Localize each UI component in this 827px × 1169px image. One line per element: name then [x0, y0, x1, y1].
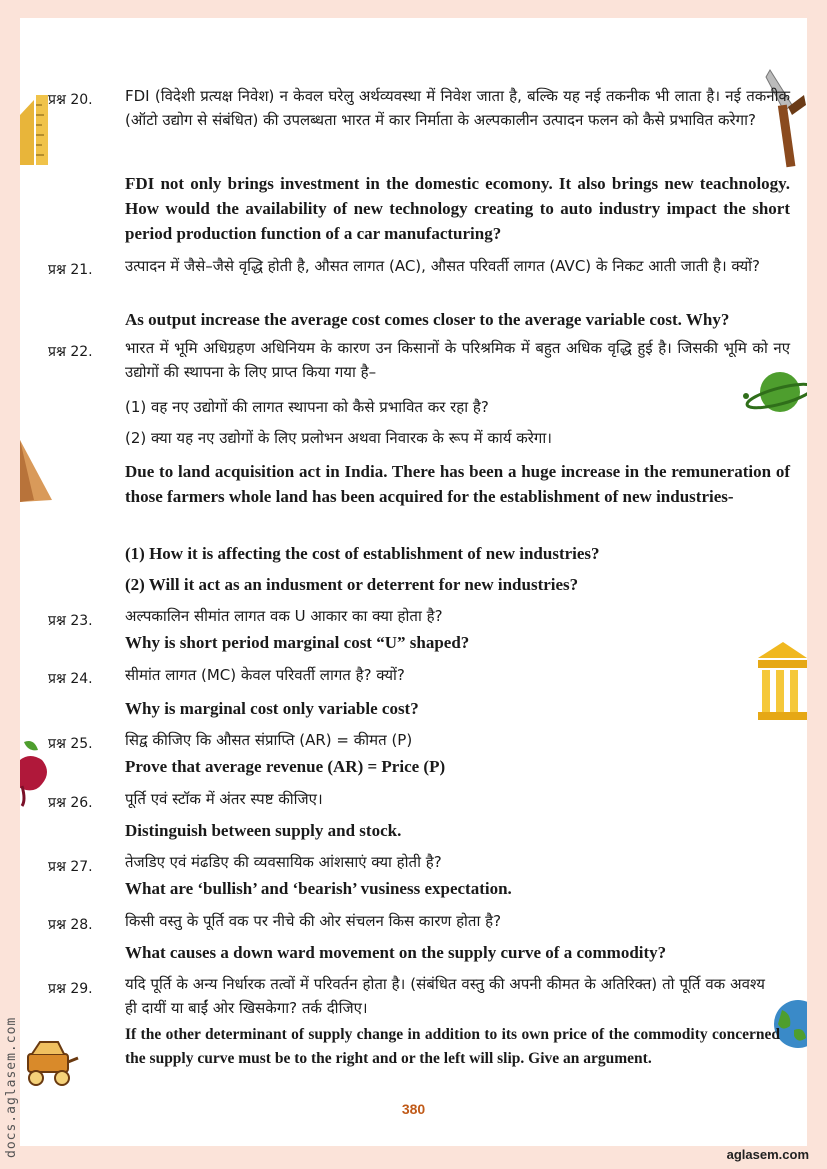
question-english-text: As output increase the average cost comes closer to the average variable cost. Why?	[125, 310, 730, 329]
question-english-text: Why is marginal cost only variable cost?	[125, 699, 419, 718]
question-number: प्रश्न 20.	[48, 92, 93, 108]
question-hindi-subpart: (1) वह नए उद्योगों की लागत स्थापना को कैसे प्रभावित कर रहा है?	[125, 398, 489, 416]
cone-decoration	[20, 440, 55, 505]
question-english-text: What are ‘bullish’ and ‘bearish’ vusiness expectation.	[125, 879, 512, 898]
question-english-text: Why is short period marginal cost “U” shaped?	[125, 633, 470, 652]
side-watermark: docs.aglasem.com	[4, 1016, 19, 1158]
question-number: प्रश्न 29.	[48, 981, 93, 997]
question-english-text: Prove that average revenue (AR) = Price (P)	[125, 757, 446, 776]
question-english-text: FDI not only brings investment in the domestic ecomony. It also brings new teachnology. How would the availability of new technology creating to auto industry impact the short period production function of a car manufacturing?	[125, 174, 790, 243]
question-number: प्रश्न 26.	[48, 795, 93, 811]
question-number: प्रश्न 21.	[48, 262, 93, 278]
question-number: प्रश्न 25.	[48, 736, 93, 752]
question-english-subpart: (1) How it is affecting the cost of establishment of new industries?	[125, 544, 600, 563]
question-english-subpart: (2) Will it act as an indusment or deterrent for new industries?	[125, 575, 579, 594]
question-hindi-text: FDI (विदेशी प्रत्यक्ष निवेश) न केवल घरेलु अर्थव्यवस्था में निवेश जाता है, बल्कि यह नई तकनीक भी लाता है। नई तकनीक (ऑटो उद्योग से संबंधित) की उपलब्धता भारत में कार निर्माता के अल्पकालीन उत्पादन फलन को कैसे प्रभावित करेगा?	[125, 87, 790, 129]
question-english-text: Distinguish between supply and stock.	[125, 821, 402, 840]
question-hindi-text: भारत में भूमि अधिग्रहण अधिनियम के कारण उन किसानों के परिश्रमिक में बहुत अधिक वृद्धि हुई है। जिसकी भूमि को नए उद्योगों की स्थापना के लिए प्राप्त किया गया है–	[125, 339, 790, 381]
question-hindi-text: अल्पकालिन सीमांत लागत वक U आकार का क्या होता है?	[125, 607, 443, 625]
question-hindi-text: पूर्ति एवं स्टॉक में अंतर स्पष्ट कीजिए।	[125, 790, 323, 808]
question-number: प्रश्न 22.	[48, 344, 93, 360]
question-hindi-text: यदि पूर्ति के अन्य निर्धारक तत्वों में परिवर्तन होता है। (संबंधित वस्तु की अपनी कीमत के अतिरिक्त) तो पूर्ति वक अवश्य ही दायीं या बाईं ओर खिसकेगा? तर्क दीजिए।	[125, 975, 765, 1017]
question-hindi-text: तेजडिए एवं मंढडिए की व्यवसायिक आंशसाएं क्या होती है?	[125, 853, 442, 871]
question-hindi-subpart: (2) क्या यह नए उद्योगों के लिए प्रलोभन अथवा निवारक के रूप में कार्य करेगा।	[125, 429, 552, 447]
question-english-text: If the other determinant of supply change in addition to its own price of the commodity concerned the supply curve must be to the right and or the left will slip. Give an argument.	[125, 1026, 780, 1067]
cart-decoration	[22, 1032, 80, 1090]
question-hindi-text: सिद्व कीजिए कि औसत संप्राप्ति (AR) = कीमत (P)	[125, 731, 413, 749]
question-number: प्रश्न 27.	[48, 859, 93, 875]
question-number: प्रश्न 24.	[48, 671, 93, 687]
question-english-text: Due to land acquisition act in India. There has been a huge increase in the remuneration of those farmers whole land has been acquired for the establishment of new industries-	[125, 462, 790, 506]
question-number: प्रश्न 23.	[48, 613, 93, 629]
ruler-decoration	[20, 95, 50, 165]
page-number: 380	[401, 1101, 426, 1117]
question-hindi-text: उत्पादन में जैसे–जैसे वृद्धि होती है, औसत लागत (AC), औसत परिवर्ती लागत (AVC) के निकट आती जाती है। क्यों?	[125, 257, 760, 275]
footer-site-name: aglasem.com	[726, 1147, 809, 1162]
question-english-text: What causes a down ward movement on the supply curve of a commodity?	[125, 943, 667, 962]
question-hindi-text: सीमांत लागत (MC) केवल परिवर्ती लागत है? क्यों?	[125, 666, 405, 684]
question-hindi-text: किसी वस्तु के पूर्ति वक पर नीचे की ओर संचलन किस कारण होता है?	[125, 912, 502, 930]
question-number: प्रश्न 28.	[48, 917, 93, 933]
